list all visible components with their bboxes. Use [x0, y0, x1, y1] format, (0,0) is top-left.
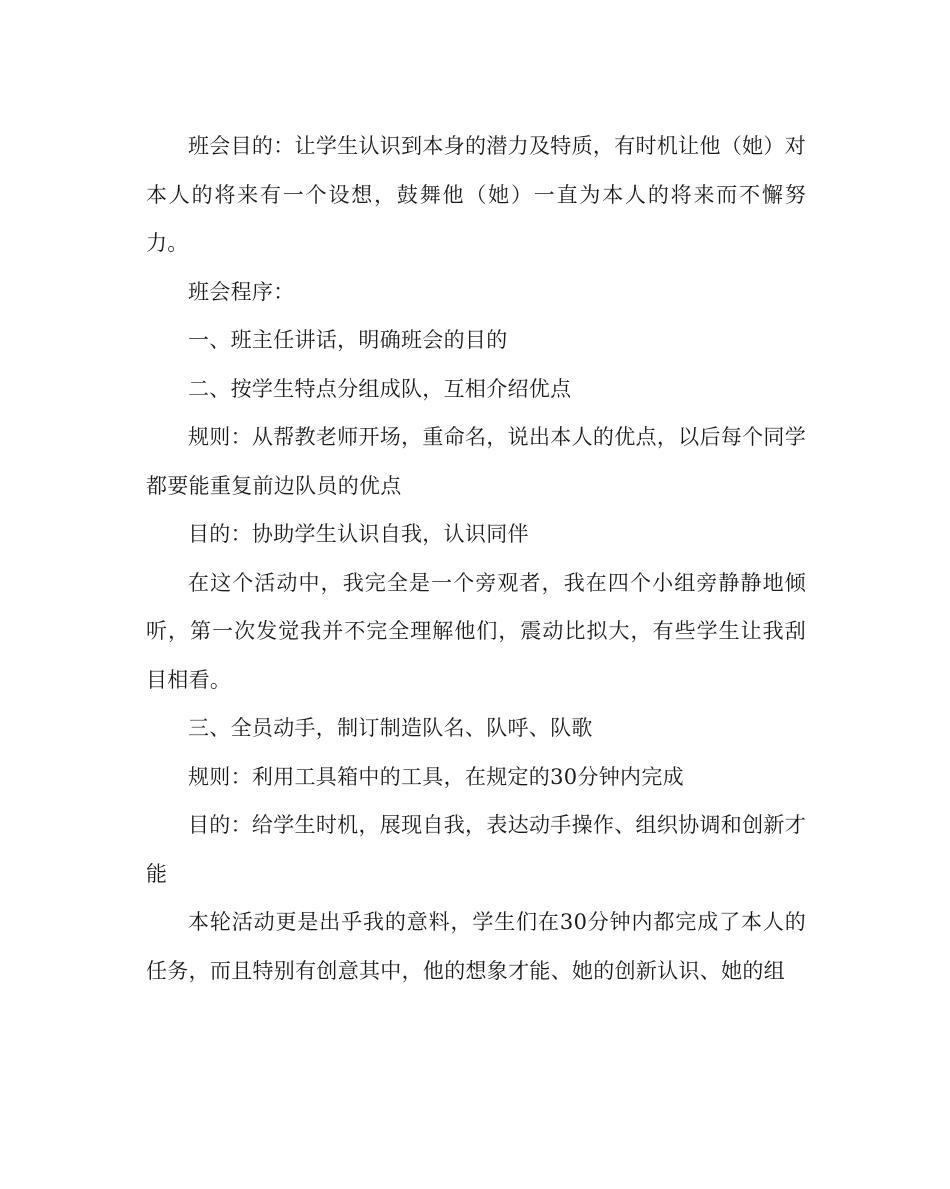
paragraph-step-three: 三、全员动手，制订制造队名、队呼、队歌 [188, 716, 593, 740]
paragraph-step-three-rules: 规则：利用工具箱中的工具，在规定的30分钟内完成 [188, 764, 684, 789]
paragraph-step-one: 一、班主任讲话，明确班会的目的 [188, 328, 508, 352]
paragraph-step-two-purpose: 目的：协助学生认识自我，认识同伴 [188, 522, 529, 546]
paragraph-step-two-reflection: 在这个活动中，我完全是一个旁观者，我在四个小组旁静静地倾听，第一次发觉我并不完全理解他们，震动比拟大，有些学生让我刮目相看。 [146, 570, 806, 692]
paragraph-step-three-purpose: 目的：给学生时机，展现自我，表达动手操作、组织协调和创新才能 [146, 813, 806, 886]
paragraph-step-two: 二、按学生特点分组成队，互相介绍优点 [188, 376, 572, 401]
paragraph-step-two-rules: 规则：从帮教老师开场，重命名，说出本人的优点，以后每个同学都要能重复前边队员的优点 [146, 425, 806, 498]
document-body [146, 122, 806, 995]
paragraph-step-three-reflection: 本轮活动更是出乎我的意料，学生们在30分钟内都完成了本人的任务，而且特别有创意其中，他的想象才能、她的创新认识、她的组 [146, 910, 806, 983]
paragraph-meeting-procedure-heading: 班会程序： [188, 279, 295, 304]
paragraph-meeting-purpose: 班会目的：让学生认识到本身的潜力及特质，有时机让他（她）对本人的将来有一个设想，鼓舞他（她）一直为本人的将来而不懈努力。 [146, 134, 806, 255]
